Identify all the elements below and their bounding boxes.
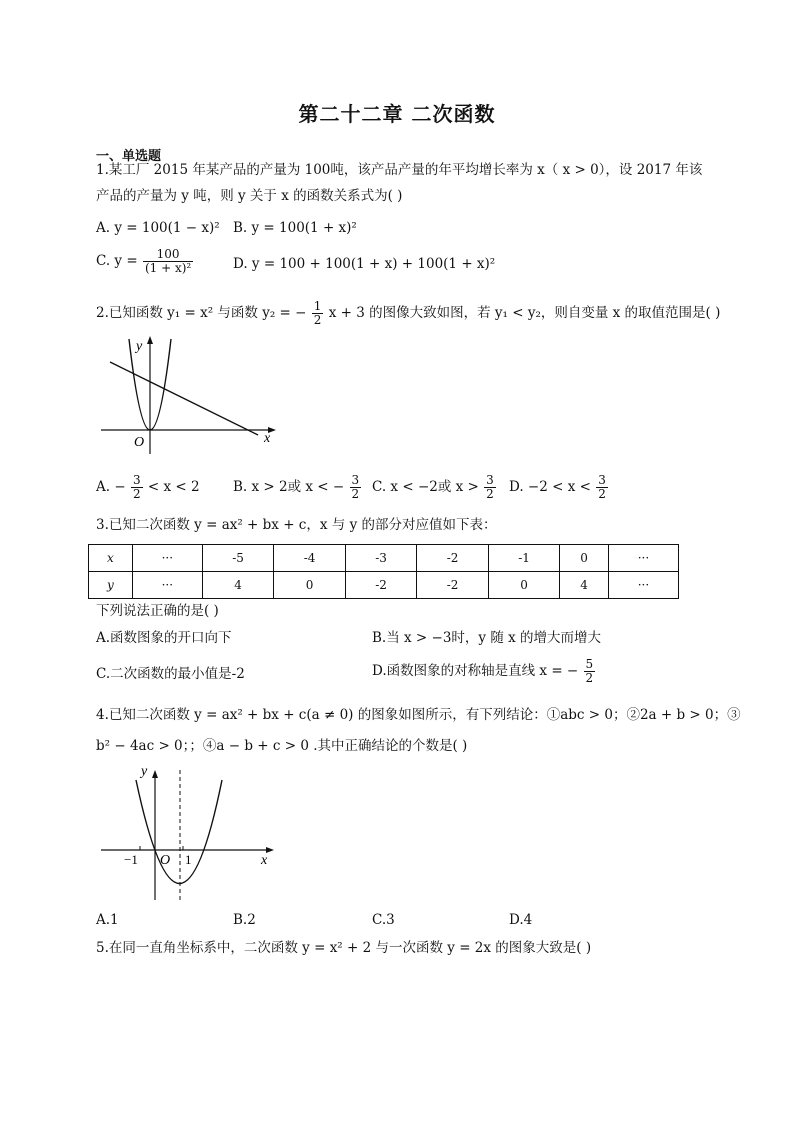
q2-option-b (233, 474, 362, 501)
q4-x-label: x (261, 853, 268, 868)
table-cell: -1 (488, 545, 559, 572)
table-cell: 4 (560, 572, 609, 599)
table-cell: x (89, 545, 133, 572)
q2-option-c-pre: C. x < −2或 x > (372, 479, 479, 495)
q3-prompt: 下列说法正确的是( ) (96, 603, 219, 619)
q1-option-c-fraction (143, 248, 193, 275)
q4-tick-neg-label: −1 (124, 852, 138, 867)
q2-option-d (509, 474, 609, 501)
q2-stem-fraction-num: 1 (313, 299, 322, 313)
q2-y-arrow (147, 336, 153, 344)
q2-y-label: y (136, 339, 143, 354)
q2-graph (96, 334, 286, 458)
q2-option-a (96, 474, 200, 501)
q4-option-b: B.2 (233, 912, 256, 928)
page-title: 第二十二章 二次函数 (298, 102, 496, 126)
q3-value-table (88, 544, 679, 599)
table-cell: -3 (345, 545, 416, 572)
q2-option-c-num: 3 (486, 473, 494, 487)
table-cell: ··· (132, 545, 202, 572)
q4-option-a: A.1 (96, 912, 119, 928)
q2-option-d-num: 3 (598, 473, 606, 487)
table-row (89, 572, 679, 599)
q2-stem-part2: x + 3 的图像大致如图，若 y₁ < y₂，则自变量 x 的取值范围是( ) (328, 305, 721, 321)
q3-option-c: C.二次函数的最小值是-2 (96, 666, 245, 682)
q2-option-c-den: 2 (486, 487, 494, 501)
q2-option-d-pre: D. −2 < x < (509, 479, 591, 495)
table-cell: 0 (274, 572, 345, 599)
q2-option-b-den: 2 (351, 487, 360, 501)
q1-option-d: D. y = 100 + 100(1 + x) + 100(1 + x)² (233, 256, 496, 272)
q2-origin-label: O (134, 435, 145, 450)
q2-stem-part1: 2.已知函数 y₁ = x² 与函数 y₂ = − (96, 305, 307, 321)
q3-option-d-den: 2 (585, 671, 594, 685)
q1-option-b: B. y = 100(1 + x)² (233, 220, 357, 236)
q4-graph (96, 764, 286, 904)
q2-stem-fraction (312, 300, 324, 327)
table-cell: ··· (132, 572, 202, 599)
q3-option-b: B.当 x > −3时，y 随 x 的增大而增大 (372, 630, 602, 646)
q4-option-c: C.3 (372, 912, 395, 928)
table-cell: -5 (202, 545, 273, 572)
table-cell: 0 (560, 545, 609, 572)
q2-option-c (372, 474, 497, 501)
q1-option-a: A. y = 100(1 − x)² (96, 220, 220, 236)
q1-option-c (96, 248, 194, 275)
q2-option-a-pre: A. − (96, 479, 126, 495)
q2-option-a-post: < x < 2 (147, 479, 200, 495)
q2-option-a-num: 3 (132, 473, 141, 487)
q2-stem (96, 300, 720, 327)
q1-stem-line1: 1.某工厂 2015 年某产品的产量为 100吨，该产品产量的年平均增长率为 x（ x > 0），设 2017 年该 (96, 162, 703, 178)
q2-option-b-num: 3 (351, 473, 360, 487)
table-cell: -2 (417, 572, 488, 599)
q3-option-d-num: 5 (585, 657, 594, 671)
q3-option-d-fraction (584, 658, 596, 685)
q2-option-a-fraction (131, 474, 143, 501)
q1-option-c-prefix: C. y = (96, 253, 138, 269)
q4-stem-line1: 4.已知二次函数 y = ax² + bx + c(a ≠ 0) 的图象如图所示，有下列结论：①abc > 0；②2a + b > 0；③ (96, 707, 741, 723)
q2-option-d-fraction (596, 474, 608, 501)
q2-x-label: x (264, 431, 271, 446)
table-cell: y (89, 572, 133, 599)
q3-option-a: A.函数图象的开口向下 (96, 630, 232, 646)
q4-origin-label: O (160, 853, 171, 868)
q4-y-label: y (141, 764, 148, 779)
table-cell: -2 (417, 545, 488, 572)
q2-option-b-fraction (350, 474, 362, 501)
q2-option-c-fraction (484, 474, 496, 501)
table-cell: ··· (608, 572, 678, 599)
section-heading: 一、单选题 (96, 149, 162, 164)
q3-option-d-pre: D.函数图象的对称轴是直线 x = − (372, 663, 579, 679)
q4-y-arrow (152, 770, 158, 778)
q2-option-d-den: 2 (598, 487, 606, 501)
q4-stem-line2: b² − 4ac > 0；；④a − b + c > 0 .其中正确结论的个数是( ) (96, 738, 468, 754)
q4-tick-pos-label: 1 (185, 852, 192, 867)
q3-option-d (372, 658, 596, 685)
table-cell: ··· (608, 545, 678, 572)
q3-stem: 3.已知二次函数 y = ax² + bx + c，x 与 y 的部分对应值如下表： (96, 517, 497, 533)
q5-stem: 5.在同一直角坐标系中，二次函数 y = x² + 2 与一次函数 y = 2x 的图象大致是( ) (96, 940, 592, 956)
q2-option-a-den: 2 (132, 487, 141, 501)
q1-option-c-numerator: 100 (143, 248, 193, 262)
q1-option-c-denominator: (1 + x)² (144, 261, 192, 275)
q2-line (110, 362, 258, 435)
q2-stem-fraction-den: 2 (313, 313, 322, 327)
q4-option-d: D.4 (509, 912, 533, 928)
table-cell: 0 (488, 572, 559, 599)
table-cell: 4 (202, 572, 273, 599)
q1-stem-line2: 产品的产量为 y 吨，则 y 关于 x 的函数关系式为( ) (96, 188, 403, 204)
table-row (89, 545, 679, 572)
q2-option-b-pre: B. x > 2或 x < − (233, 479, 345, 495)
q4-parabola (136, 780, 222, 884)
table-cell: -2 (345, 572, 416, 599)
table-cell: -4 (274, 545, 345, 572)
